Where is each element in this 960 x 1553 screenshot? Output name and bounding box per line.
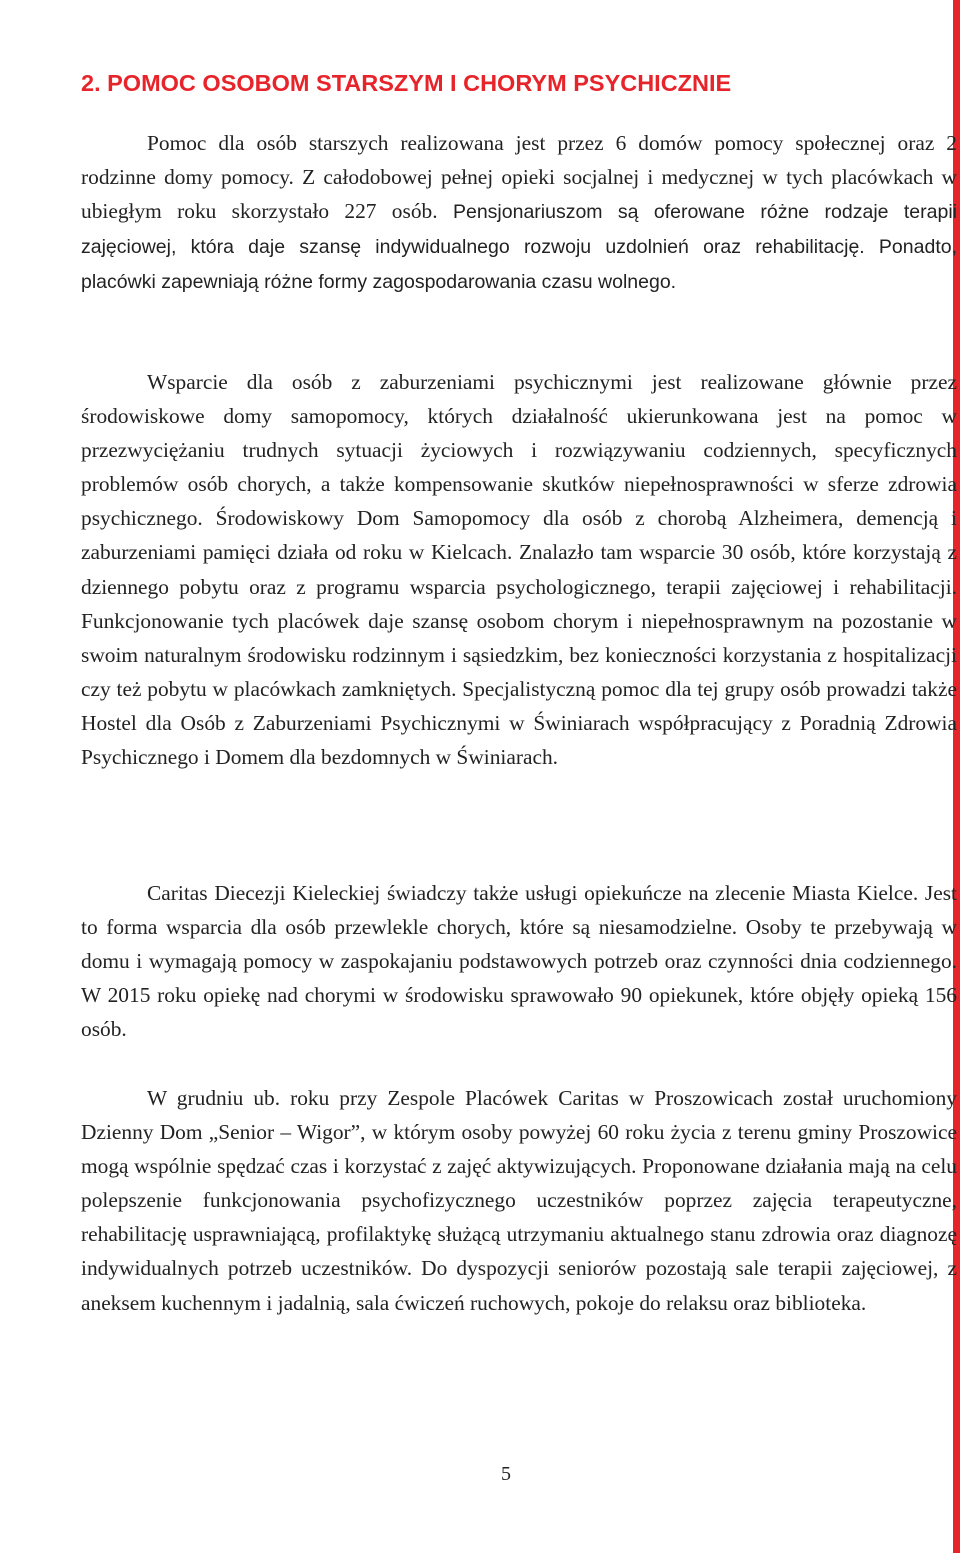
paragraph-caritas-services: Caritas Diecezji Kieleckiej świadczy także usługi opiekuńcze na zlecenie Miasta Kielce. Jest to forma wsparcia dla osób przewlekle chorych, które są niesamodzielne. Osoby te przebywają w domu i wymagają pomocy w zaspokajaniu podstawowych potrzeb oraz czynności dnia codziennego. W 2015 roku opiekę nad chorymi w środowisku sprawowało 90 opiekunek, które objęły opieką 156 osób. <box>81 881 957 1042</box>
page-number: 5 <box>501 1463 511 1485</box>
section-heading: 2. POMOC OSOBOM STARSZYM I CHORYM PSYCHICZNIE <box>81 70 732 96</box>
paragraph-elderly-care <box>81 126 957 299</box>
paragraph-elderly-care-part-1: Pomoc dla osób starszych realizowana jest przez 6 domów pomocy społecznej oraz 2 rodzinne domy pomocy. Z całodobowej pełnej opieki socjalnej i medycznej w tych placówkach w ubiegłym roku skorzystało 227 osób. <box>81 131 957 224</box>
paragraph-senior-wigor: W grudniu ub. roku przy Zespole Placówek Caritas w Proszowicach został uruchomiony Dzienny Dom „Senior – Wigor”, w którym osoby powyżej 60 roku życia z terenu gminy Proszowice mogą wspólnie spędzać czas i korzystać z zajęć aktywizujących. Proponowane działania mają na celu polepszenie funkcjonowania psychofizycznego uczestników poprzez zajęcia terapeutyczne, rehabilitację usprawniającą, profilaktykę służącą utrzymaniu aktualnego stanu zdrowia oraz diagnozę indywidualnych potrzeb uczestników. Do dyspozycji seniorów pozostają sale terapii zajęciowej, z aneksem kuchennym i jadalnią, sala ćwiczeń ruchowych, pokoje do relaksu oraz biblioteka. <box>81 1086 957 1315</box>
paragraph-mental-health-support: Wsparcie dla osób z zaburzeniami psychicznymi jest realizowane głównie przez środowiskowe domy samopomocy, których działalność ukierunkowana jest na pomoc w przezwyciężaniu trudnych sytuacji życiowych i rozwiązywaniu codziennych, specyficznych problemów osób chorych, a także kompensowanie skutków niepełnosprawności w sferze zdrowia psychicznego. Środowiskowy Dom Samopomocy dla osób z chorobą Alzheimera, demencją i zaburzeniami pamięci działa od roku w Kielcach. Znalazło tam wsparcie 30 osób, które korzystają z dziennego pobytu oraz z programu wsparcia psychologicznego, terapii zajęciowej i rehabilitacji. Funkcjonowanie tych placówek daje szansę osobom chorym i niepełnosprawnym na pozostanie w swoim naturalnym środowisku rodzinnym i sąsiedzkim, bez konieczności korzystania z hospitalizacji czy też pobytu w placówkach zamkniętych. Specjalistyczną pomoc dla tej grupy osób prowadzi także Hostel dla Osób z Zaburzeniami Psychicznymi w Świniarach współpracujący z Poradnią Zdrowia Psychicznego i Domem dla bezdomnych w Świniarach. <box>81 370 957 770</box>
paragraph-elderly-care-part-2: Pensjonariuszom są oferowane różne rodzaje terapii zajęciowej, która daje szansę indywidualnego rozwoju uzdolnień oraz rehabilitację. Ponadto, placówki zapewniają różne formy zagospodarowania czasu wolnego. <box>81 201 958 294</box>
